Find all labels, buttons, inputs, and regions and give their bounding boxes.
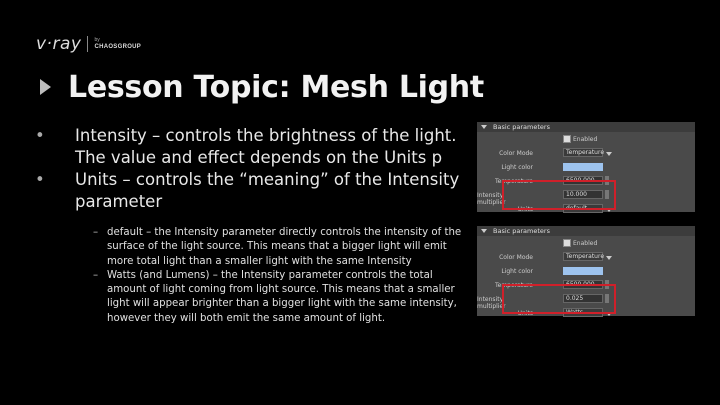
bullet-marker: • bbox=[35, 126, 45, 145]
bullet-line: Intensity – controls the brightness of the light. bbox=[75, 126, 457, 145]
logo-by: by bbox=[94, 37, 100, 43]
rollout-collapse-icon[interactable] bbox=[481, 229, 487, 233]
highlight-box bbox=[502, 284, 616, 314]
enabled-row bbox=[477, 132, 695, 146]
sub-bullet-text: Watts (and Lumens) – the Intensity parameter controls the total amount of light coming from light source. This means that a smaller light will appear brighter than a bigger light with the same intensity, however they will both emit the same amount of light. bbox=[107, 269, 457, 324]
rollout-header[interactable] bbox=[477, 226, 695, 236]
vray-logo bbox=[36, 34, 141, 54]
enabled-row bbox=[477, 236, 695, 250]
units-label: Units bbox=[517, 206, 533, 213]
rollout-title: Basic parameters bbox=[493, 123, 550, 131]
enabled-checkbox[interactable] bbox=[563, 239, 571, 247]
color-mode-label: Color Mode bbox=[499, 254, 533, 261]
temperature-label: Temperature bbox=[494, 282, 533, 289]
light-color-swatch[interactable] bbox=[563, 163, 603, 171]
bullet-text bbox=[75, 169, 459, 213]
bullet-line: The value and effect depends on the Units p bbox=[75, 148, 443, 167]
bullet-item bbox=[35, 125, 475, 169]
bullet-item bbox=[35, 169, 475, 213]
sub-bullet-marker: – bbox=[93, 269, 99, 281]
sub-bullet-item bbox=[93, 226, 473, 269]
temperature-input[interactable]: 6500.000 bbox=[563, 280, 603, 289]
bullet-list bbox=[35, 125, 475, 213]
title-arrow-icon bbox=[40, 79, 51, 95]
enabled-label: Enabled bbox=[573, 136, 598, 143]
highlight-box bbox=[502, 180, 616, 210]
light-color-swatch[interactable] bbox=[563, 267, 603, 275]
slide-title: Lesson Topic: Mesh Light bbox=[68, 70, 484, 105]
sub-bullet-text: default – the Intensity parameter directly controls the intensity of the surface of the light source. This means that a bigger light will emit more total light than a smaller light with the same Intensity bbox=[107, 227, 462, 267]
chevron-down-icon[interactable] bbox=[606, 152, 612, 156]
chaosgroup-logo bbox=[94, 37, 141, 51]
light-color-label: Light color bbox=[501, 268, 533, 275]
units-select[interactable]: default bbox=[563, 204, 603, 213]
rollout-title: Basic parameters bbox=[493, 227, 550, 235]
temperature-label: Temperature bbox=[494, 178, 533, 185]
color-mode-label: Color Mode bbox=[499, 150, 533, 157]
vray-brand: v·ray bbox=[36, 34, 82, 54]
color-mode-select[interactable]: Temperature bbox=[563, 252, 603, 261]
bullet-line: Units – controls the “meaning” of the Intensity bbox=[75, 170, 460, 189]
intensity-label: Intensity multiplier bbox=[477, 192, 506, 206]
units-select[interactable]: Watts bbox=[563, 308, 603, 317]
light-color-label: Light color bbox=[501, 164, 533, 171]
temperature-input[interactable]: 6500.000 bbox=[563, 176, 603, 185]
light-color-row bbox=[477, 160, 695, 174]
intensity-label: Intensity multiplier bbox=[477, 296, 506, 310]
light-color-row bbox=[477, 264, 695, 278]
color-mode-row bbox=[477, 146, 695, 160]
color-mode-select[interactable]: Temperature bbox=[563, 148, 603, 157]
enabled-label: Enabled bbox=[573, 240, 598, 247]
intensity-input[interactable]: 0.025 bbox=[563, 294, 603, 303]
logo-divider bbox=[87, 36, 88, 52]
chevron-down-icon[interactable] bbox=[606, 256, 612, 260]
logo-company: CHAOSGROUP bbox=[94, 44, 142, 50]
sub-bullet-list bbox=[93, 226, 473, 326]
color-mode-row bbox=[477, 250, 695, 264]
rollout-header[interactable] bbox=[477, 122, 695, 132]
sub-bullet-marker: – bbox=[93, 227, 99, 238]
sub-bullet-item bbox=[93, 269, 473, 326]
rollout-collapse-icon[interactable] bbox=[481, 125, 487, 129]
units-label: Units bbox=[517, 310, 533, 317]
bullet-marker: • bbox=[35, 170, 45, 189]
intensity-input[interactable]: 10.000 bbox=[563, 190, 603, 199]
bullet-line: parameter bbox=[75, 192, 163, 211]
bullet-text bbox=[75, 125, 457, 169]
enabled-checkbox[interactable] bbox=[563, 135, 571, 143]
